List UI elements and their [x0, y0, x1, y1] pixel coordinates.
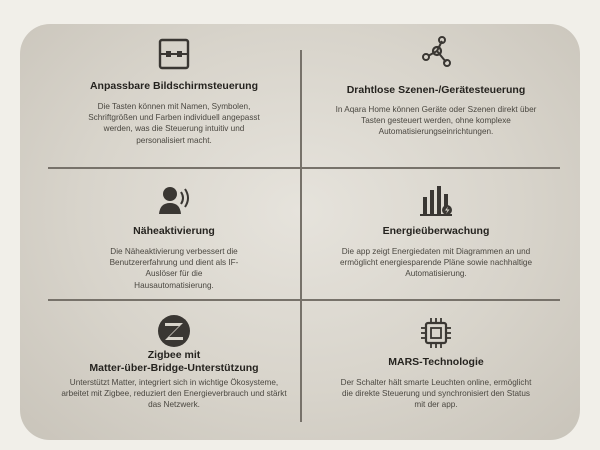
feature-title: MARS-Technologie — [388, 356, 484, 368]
chip-icon — [418, 315, 454, 351]
feature-description: In Aqara Home können Geräte oder Szenen direkt über Tasten gesteuert werden, ohne komplexe Automatisierungseinrichtungen. — [335, 105, 537, 137]
horizontal-divider-bottom — [48, 299, 560, 301]
feature-title: Näheaktivierung — [133, 225, 215, 237]
feature-description: Die app zeigt Energiedaten mit Diagrammen an und ermöglicht energiesparende Pläne sowie nachhaltige Automatisierung. — [339, 247, 533, 279]
feature-title: Energieüberwachung — [382, 225, 490, 237]
feature-title-line-1: Zigbee mit — [147, 349, 201, 361]
feature-description: Die Näheaktivierung verbessert die Benutzererfahrung und dient als IF-Auslöser für die Hausautomatisierung. — [109, 247, 239, 290]
person-proximity-icon — [156, 181, 192, 217]
feature-description: Der Schalter hält smarte Leuchten online, ermöglicht die direkte Steuerung und synchronisiert den Status mit der app. — [340, 378, 532, 410]
feature-title: Anpassbare Bildschirmsteuerung — [89, 80, 259, 92]
network-nodes-icon — [418, 34, 454, 70]
zigbee-icon — [156, 313, 192, 349]
horizontal-divider-top — [48, 167, 560, 169]
feature-title: Drahtlose Szenen-/Gerätesteuerung — [346, 84, 526, 96]
display-screen-icon — [156, 36, 192, 72]
features-card — [20, 24, 580, 440]
feature-title — [44, 349, 304, 375]
energy-bars-icon — [418, 183, 454, 219]
feature-description: Unterstützt Matter, integriert sich in wichtige Ökosysteme, arbeitet mit Zigbee, reduziert den Energieverbrauch und stärkt das Netzwerk. — [61, 378, 287, 410]
feature-description: Die Tasten können mit Namen, Symbolen, Schriftgrößen und Farben individuell angepasst werden, was die Steuerung intuitiv und personalisiert macht. — [88, 102, 260, 145]
feature-title-line-2: Matter-über-Bridge-Unterstützung — [89, 362, 259, 374]
